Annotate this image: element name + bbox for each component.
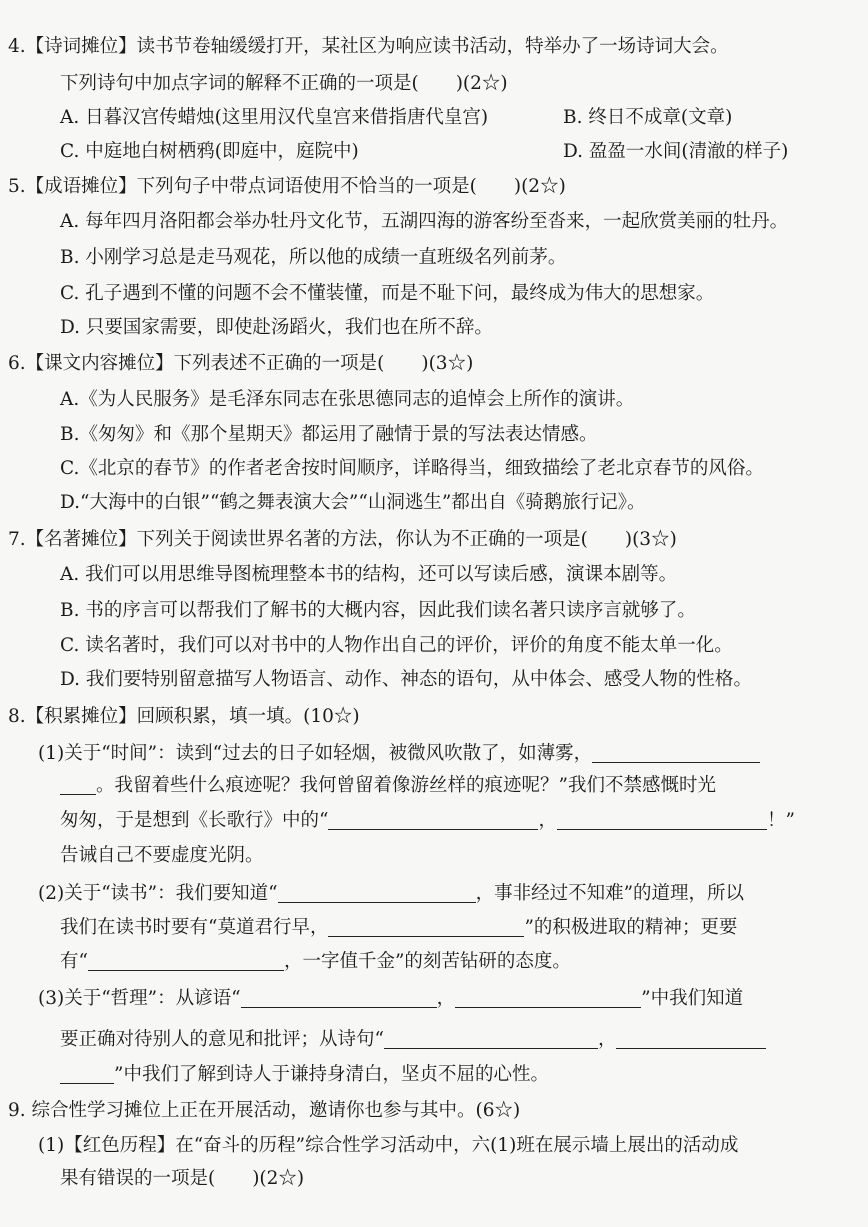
q8-part2-line3: 有“ ，一字值千金”的刻苦钻研的态度。 (60, 948, 571, 976)
question-4-prompt: 下列诗句中加点字词的解释不正确的一项是( )(2☆) (60, 73, 508, 94)
q8-blank-10[interactable] (384, 1026, 598, 1049)
q8-part1-line3: 匆匆，于是想到《长歌行》中的“ ， ！” (60, 807, 795, 835)
question-6-option-b: B.《匆匆》和《那个星期天》都运用了融情于景的写法表达情感。 (60, 424, 598, 445)
q8-part1-line1: (1)关于“时间”：读到“过去的日子如轻烟，被微风吹散了，如薄雾， (38, 740, 760, 768)
q9-part1-line1: (1)【红色历程】在“奋斗的历程”综合性学习活动中，六(1)班在展示墙上展出的活动成 (38, 1135, 739, 1156)
question-7-option-a: A. 我们可以用思维导图梳理整本书的结构，还可以写读后感，演课本剧等。 (60, 564, 678, 585)
q9-part1-line2: 果有错误的一项是( )(2☆) (60, 1168, 305, 1189)
q8-blank-5[interactable] (278, 880, 476, 903)
question-7-stem: 7.【名著摊位】下列关于阅读世界名著的方法，你认为不正确的一项是( )(3☆) (8, 529, 677, 550)
q8-blank-6[interactable] (328, 914, 524, 937)
question-7-option-d: D. 我们要特别留意描写人物语言、动作、神态的语句，从中体会、感受人物的性格。 (60, 669, 752, 690)
q8-blank-1[interactable] (592, 740, 760, 763)
question-7-option-c: C. 读名著时，我们可以对书中的人物作出自己的评价，评价的角度不能太单一化。 (60, 635, 733, 656)
question-4-option-c: C. 中庭地白树栖鸦(即庭中，庭院中) (60, 141, 359, 162)
question-4-option-a: A. 日暮汉宫传蜡烛(这里用汉代皇宫来借指唐代皇宫) (60, 107, 489, 128)
question-5-option-c: C. 孔子遇到不懂的问题不会不懂装懂，而是不耻下问，最终成为伟大的思想家。 (60, 283, 715, 304)
question-7-option-b: B. 书的序言可以帮我们了解书的大概内容，因此我们读名著只读序言就够了。 (60, 600, 696, 621)
q8-part3-line2: 要正确对待别人的意见和批评；从诗句“ ， (60, 1026, 766, 1054)
q8-blank-12[interactable] (60, 1061, 114, 1084)
q8-blank-2[interactable] (60, 772, 96, 795)
question-4-stem: 4.【诗词摊位】读书节卷轴缓缓打开，某社区为响应读书活动，特举办了一场诗词大会。 (8, 36, 729, 57)
q8-part2-line2: 我们在读书时要有“莫道君行早， ”的积极进取的精神；更要 (60, 914, 737, 942)
question-5-option-d: D. 只要国家需要，即使赴汤蹈火，我们也在所不辞。 (60, 317, 493, 338)
q8-part3-line1: (3)关于“哲理”：从谚语“ ， ”中我们知道 (38, 985, 743, 1013)
question-6-option-a: A.《为人民服务》是毛泽东同志在张思德同志的追悼会上所作的演讲。 (60, 389, 635, 410)
question-8-stem: 8.【积累摊位】回顾积累，填一填。(10☆) (8, 706, 360, 727)
q8-blank-8[interactable] (241, 985, 437, 1008)
question-6-option-d: D.“大海中的白银”“鹤之舞表演大会”“山洞逃生”都出自《骑鹅旅行记》。 (60, 492, 646, 513)
question-5-option-b: B. 小刚学习总是走马观花，所以他的成绩一直班级名列前茅。 (60, 247, 567, 268)
q8-blank-4[interactable] (557, 807, 767, 830)
q8-part3-line3: ”中我们了解到诗人于谦持身清白，坚贞不屈的心性。 (60, 1061, 549, 1089)
q8-blank-9[interactable] (455, 985, 641, 1008)
question-6-stem: 6.【课文内容摊位】下列表述不正确的一项是( )(3☆) (8, 353, 474, 374)
question-5-option-a: A. 每年四月洛阳都会举办牡丹文化节，五湖四海的游客纷至沓来，一起欣赏美丽的牡丹。 (60, 211, 789, 232)
q8-blank-7[interactable] (88, 948, 284, 971)
question-9-stem: 9. 综合性学习摊位上正在开展活动，邀请你也参与其中。(6☆) (8, 1100, 521, 1121)
question-4-option-b: B. 终日不成章(文章) (563, 107, 733, 128)
question-4-option-d: D. 盈盈一水间(清澈的样子) (563, 141, 789, 162)
q8-part1-line2: 。我留着些什么痕迹呢？我何曾留着像游丝样的痕迹呢？”我们不禁感慨时光 (60, 772, 716, 800)
question-6-option-c: C.《北京的春节》的作者老舍按时间顺序，详略得当，细致描绘了老北京春节的风俗。 (60, 458, 764, 479)
q8-part1-line4: 告诫自己不要虚度光阴。 (60, 845, 264, 866)
q8-blank-11[interactable] (616, 1026, 766, 1049)
question-5-stem: 5.【成语摊位】下列句子中带点词语使用不恰当的一项是( )(2☆) (8, 176, 566, 197)
q8-part2-line1: (2)关于“读书”：我们要知道“ ，事非经过不知难”的道理，所以 (38, 880, 744, 908)
q8-blank-3[interactable] (328, 807, 538, 830)
